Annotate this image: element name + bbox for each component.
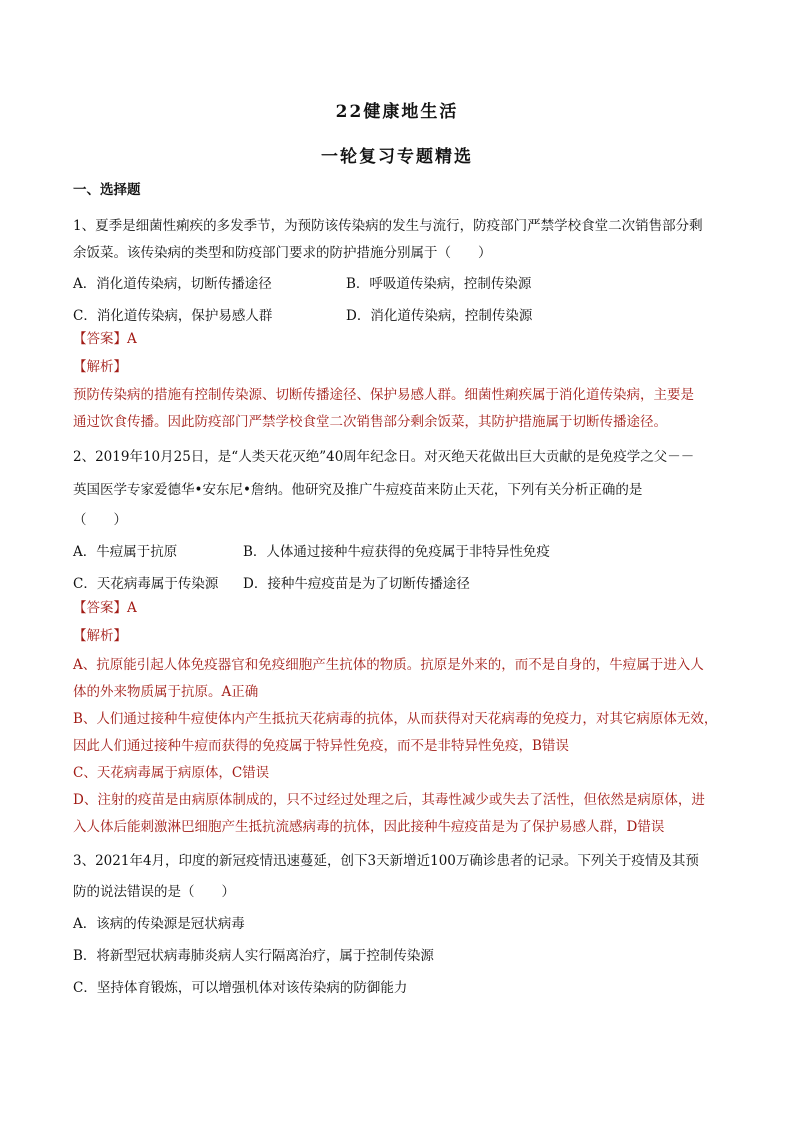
section-heading: 一、选择题 — [73, 182, 141, 198]
question-2-analysis-label: 【解析】 — [73, 628, 127, 644]
question-2-analysis-a-line-2: 体的外来物质属于抗原。A正确 — [73, 684, 259, 700]
question-2-analysis-a-line-1: A、抗原能引起人体免疫器官和免疫细胞产生抗体的物质。抗原是外来的，而不是自身的，牛痘属于进入人 — [73, 657, 704, 673]
question-1-answer: 【答案】A — [73, 331, 137, 347]
question-2-option-b: B．人体通过接种牛痘获得的免疫属于非特异性免疫 — [243, 544, 550, 560]
question-3-stem-line-2: 防的说法错误的是（ ） — [73, 884, 235, 900]
question-3-option-a: A．该病的传染源是冠状病毒 — [73, 916, 245, 932]
question-2-stem-line-1: 2、2019年10月25日，是“人类天花灭绝”40周年纪念日。对灭绝天花做出巨大贡献的是免疫学之父－－ — [73, 449, 695, 465]
question-1-stem-line-2: 余饭菜。该传染病的类型和防疫部门要求的防护措施分别属于（ ） — [73, 245, 492, 261]
document-title: 22健康地生活 — [335, 102, 459, 122]
question-2-analysis-d-line-2: 入人体后能刺激淋巴细胞产生抵抗流感病毒的抗体，因此接种牛痘疫苗是为了保护易感人群，D错误 — [73, 819, 665, 835]
question-2-stem-line-2: 英国医学专家爱德华•安东尼•詹纳。他研究及推广牛痘疫苗来防止天花，下列有关分析正确的是 — [73, 482, 643, 498]
question-1-option-c: C．消化道传染病，保护易感人群 — [73, 308, 273, 324]
question-2-option-a: A．牛痘属于抗原 — [73, 544, 178, 560]
question-3-option-c: C．坚持体育锻炼，可以增强机体对该传染病的防御能力 — [73, 980, 408, 996]
question-3-option-b: B．将新型冠状病毒肺炎病人实行隔离治疗，属于控制传染源 — [73, 948, 434, 964]
question-3-stem-line-1: 3、2021年4月，印度的新冠疫情迅速蔓延，创下3天新增近100万确诊患者的记录。下列关于疫情及其预 — [73, 853, 699, 869]
question-2-answer: 【答案】A — [73, 600, 137, 616]
question-1-analysis-line-1: 预防传染病的措施有控制传染源、切断传播途径、保护易感人群。细菌性痢疾属于消化道传染病，主要是 — [73, 387, 694, 403]
question-1-stem-line-1: 1、夏季是细菌性痢疾的多发季节，为预防该传染病的发生与流行，防疫部门严禁学校食堂二次销售部分剩 — [73, 218, 703, 234]
question-2-analysis-c-line-1: C、天花病毒属于病原体，C错误 — [73, 765, 270, 781]
question-1-option-a: A．消化道传染病，切断传播途径 — [73, 276, 272, 292]
question-2-analysis-b-line-2: 因此人们通过接种牛痘而获得的免疫属于特异性免疫，而不是非特异性免疫，B错误 — [73, 738, 569, 754]
question-2-analysis-d-line-1: D、注射的疫苗是由病原体制成的，只不过经过处理之后，其毒性减少或失去了活性，但依然是病原体，进 — [73, 792, 705, 808]
document-subtitle: 一轮复习专题精选 — [321, 147, 473, 167]
question-2-option-c: C．天花病毒属于传染源 — [73, 576, 219, 592]
question-2-analysis-b-line-1: B、人们通过接种牛痘使体内产生抵抗天花病毒的抗体，从而获得对天花病毒的免疫力，对其它病原体无效， — [73, 711, 718, 727]
question-2-stem-line-3: （ ） — [73, 512, 127, 528]
question-2-option-d: D．接种牛痘疫苗是为了切断传播途径 — [243, 576, 470, 592]
question-1-option-b: B．呼吸道传染病，控制传染源 — [346, 276, 532, 292]
question-1-analysis-label: 【解析】 — [73, 359, 127, 375]
question-1-analysis-line-2: 通过饮食传播。因此防疫部门严禁学校食堂二次销售部分剩余饭菜，其防护措施属于切断传播途径。 — [73, 414, 667, 430]
question-1-option-d: D．消化道传染病，控制传染源 — [346, 308, 533, 324]
